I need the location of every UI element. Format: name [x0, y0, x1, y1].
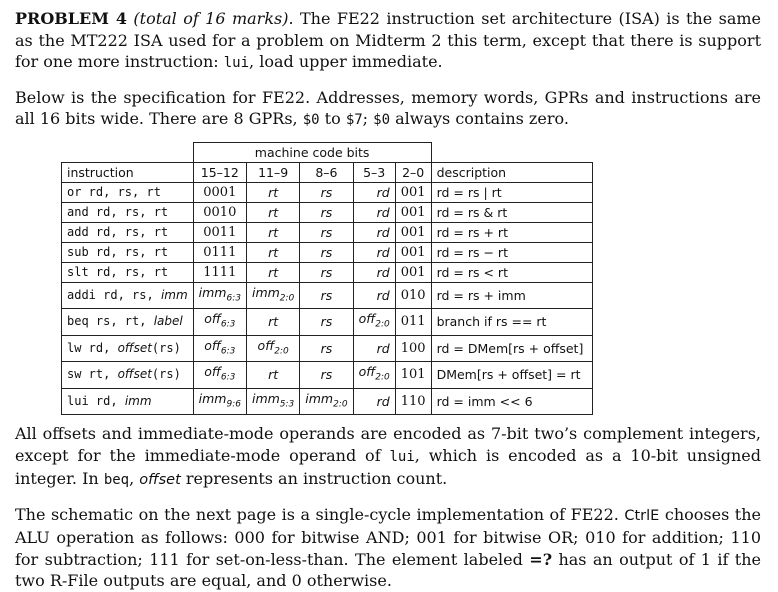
instruction-cell: slt rd, rs, rt: [62, 262, 194, 282]
bits-8-6-cell: [300, 388, 353, 415]
operand-placeholder: imm: [160, 287, 188, 302]
table-row: [62, 362, 593, 389]
bits-8-6-cell: rs: [300, 202, 353, 222]
table-header-row: [62, 162, 593, 182]
bits-5-3-cell: rd: [353, 182, 395, 202]
description-cell: rd = rs | rt: [431, 182, 592, 202]
description-cell: rd = imm << 6: [431, 388, 592, 415]
description-cell: rd = rs + imm: [431, 282, 592, 309]
group-header: machine code bits: [193, 142, 431, 162]
bit-range-subscript: 2:0: [375, 372, 390, 383]
instruction-cell: [62, 335, 194, 362]
operand-field: off: [358, 311, 376, 326]
bits-8-6-cell: rs: [300, 335, 353, 362]
spec-text-2: to: [319, 109, 346, 128]
table-row: [62, 202, 593, 222]
description-cell: rd = rs & rt: [431, 202, 592, 222]
bits-8-6-cell: rs: [300, 182, 353, 202]
spec-reg-zero: $0: [373, 112, 391, 128]
operand-text: rd,: [88, 393, 125, 408]
schematic-text-1: The schematic on the next page is a single-cycle implementation of FE22.: [15, 504, 625, 524]
bits-11-9-cell: [246, 282, 299, 309]
operand-text: rt,: [81, 367, 118, 382]
problem-heading: PROBLEM 4: [15, 9, 127, 28]
bits-15-12-cell: 0010: [193, 202, 246, 222]
table-corner-right: [431, 142, 592, 162]
bits-8-6-cell: rs: [300, 282, 353, 309]
bits-15-12-cell: [193, 335, 246, 362]
instruction-mnemonic: sw: [67, 367, 82, 382]
table-row: [62, 262, 593, 282]
bits-11-9-cell: [246, 388, 299, 415]
operand-field: imm: [305, 390, 334, 406]
schematic-text-5: has an output of 1 if the two R-File outputs are equal, and 0 otherwise.: [15, 549, 761, 590]
problem-marks: (total of 16 marks).: [133, 9, 294, 28]
bits-15-12-cell: [193, 309, 246, 336]
bits-2-0-cell: 100: [395, 335, 431, 362]
schematic-eq-label: =?: [529, 549, 553, 569]
bits-5-3-cell: rd: [353, 262, 395, 282]
bits-8-6-cell: rs: [300, 242, 353, 262]
col-header: 5–3: [353, 162, 395, 182]
table-group-header-row: [62, 142, 593, 162]
bits-11-9-cell: rt: [246, 182, 299, 202]
bits-2-0-cell: 001: [395, 202, 431, 222]
bits-11-9-cell: rt: [246, 362, 299, 389]
offsets-code-lui: lui: [389, 448, 415, 465]
description-cell: DMem[rs + offset] = rt: [431, 362, 592, 389]
table-row: [62, 182, 593, 202]
bits-11-9-cell: rt: [246, 242, 299, 262]
table-row: [62, 388, 593, 415]
schematic-text-3: ; 001 for bitwise: [404, 528, 548, 547]
bits-15-12-cell: 0001: [193, 182, 246, 202]
bits-5-3-cell: rd: [353, 388, 395, 415]
operand-placeholder: imm: [124, 393, 152, 408]
offsets-paragraph: [15, 423, 761, 492]
operand-field: off: [358, 364, 376, 379]
bit-range-subscript: 9:6: [226, 399, 241, 409]
bits-2-0-cell: 001: [395, 262, 431, 282]
table-row: [62, 335, 593, 362]
bits-8-6-cell: rs: [300, 362, 353, 389]
instruction-cell: sub rd, rs, rt: [62, 242, 194, 262]
operand-field: off: [257, 337, 275, 353]
instruction-cell: add rd, rs, rt: [62, 222, 194, 242]
description-cell: rd = rs − rt: [431, 242, 592, 262]
instruction-cell: [62, 309, 194, 336]
operand-field: imm: [198, 390, 227, 406]
operand-field: imm: [251, 390, 280, 406]
spec-reg-first: $0: [302, 112, 320, 128]
bits-5-3-cell: rd: [353, 242, 395, 262]
operand-placeholder: offset: [117, 367, 152, 382]
bits-11-9-cell: rt: [246, 262, 299, 282]
instruction-cell: [62, 362, 194, 389]
intro-code-lui: lui: [223, 55, 250, 71]
bit-range-subscript: 2:0: [375, 319, 390, 330]
bits-2-0-cell: 101: [395, 362, 431, 389]
offsets-text-2: , which is encoded as a 10-bit unsigned integer. In: [15, 445, 761, 488]
bits-8-6-cell: rs: [300, 309, 353, 336]
bits-15-12-cell: 0111: [193, 242, 246, 262]
bits-2-0-cell: 011: [395, 309, 431, 336]
col-header: 8–6: [300, 162, 353, 182]
spec-table: [61, 142, 593, 416]
spec-text-3: ;: [362, 109, 374, 128]
operand-field: imm: [251, 284, 280, 300]
spec-paragraph: [15, 87, 761, 132]
description-cell: rd = rs + rt: [431, 222, 592, 242]
intro-text-1: The FE22 instruction set architecture (ISA) is the same as the MT222 ISA used for a problem on Midterm 2 this term, except that there is support for one more instruction:: [15, 9, 761, 71]
schematic-text-4: ; 010 for addition; 110 for subtraction; 111 for set-on-less-than. The element labeled: [15, 528, 761, 569]
bit-range-subscript: 6:3: [220, 372, 236, 383]
bits-15-12-cell: 1111: [193, 262, 246, 282]
offsets-code-beq: beq: [103, 472, 130, 488]
table-corner: [62, 142, 194, 162]
bits-5-3-cell: rd: [353, 222, 395, 242]
instruction-cell: and rd, rs, rt: [62, 202, 194, 222]
bit-range-subscript: 2:0: [333, 399, 348, 409]
bits-2-0-cell: 010: [395, 282, 431, 309]
operand-field: off: [204, 364, 221, 379]
schematic-text-2: chooses the ALU operation as follows: 000 for bitwise: [15, 504, 762, 547]
problem-intro: [15, 8, 761, 75]
bits-15-12-cell: [193, 362, 246, 389]
instruction-cell: or rd, rs, rt: [62, 182, 194, 202]
offsets-text-4: represents an instruction count.: [180, 469, 448, 488]
operand-placeholder: label: [153, 314, 183, 329]
bit-range-subscript: 5:3: [279, 399, 295, 409]
schematic-ctrl: CtrlE: [624, 507, 660, 524]
operand-field: off: [204, 337, 221, 353]
bits-11-9-cell: rt: [246, 202, 299, 222]
bits-11-9-cell: rt: [246, 222, 299, 242]
operand-text: rs, rt,: [88, 314, 154, 329]
bit-range-subscript: 2:0: [274, 346, 289, 356]
spec-text-4: always contains zero.: [390, 109, 569, 128]
intro-text-2: , load upper immediate.: [249, 52, 443, 71]
exam-page: [15, 8, 761, 592]
schematic-paragraph: [15, 504, 761, 592]
bits-5-3-cell: [353, 309, 395, 336]
instruction-cell: [62, 282, 194, 309]
col-header: description: [431, 162, 592, 182]
instruction-mnemonic: addi: [67, 287, 96, 302]
table-row: [62, 282, 593, 309]
bits-15-12-cell: [193, 282, 246, 309]
operand-text: rd, rs,: [95, 287, 161, 302]
instruction-mnemonic: beq: [67, 314, 89, 329]
operand-text: (rs): [151, 367, 181, 382]
bits-5-3-cell: [353, 362, 395, 389]
spec-reg-last: $7: [345, 112, 363, 128]
table-row: [62, 242, 593, 262]
bit-range-subscript: 6:3: [220, 346, 236, 356]
col-header: 2–0: [395, 162, 431, 182]
description-cell: rd = rs < rt: [431, 262, 592, 282]
operand-placeholder: offset: [117, 340, 152, 355]
col-header: 11–9: [246, 162, 299, 182]
offsets-text-1: All offsets and immediate-mode operands are encoded as 7-bit two’s complement integers, except for the immediate-mode operand of: [15, 424, 761, 465]
bit-range-subscript: 6:3: [220, 319, 236, 330]
bits-2-0-cell: 001: [395, 242, 431, 262]
description-cell: branch if rs == rt: [431, 309, 592, 336]
operand-field: off: [204, 311, 221, 326]
spec-table-wrap: [61, 142, 761, 416]
bits-5-3-cell: rd: [353, 335, 395, 362]
operand-field: imm: [198, 284, 227, 300]
bits-8-6-cell: rs: [300, 222, 353, 242]
bits-5-3-cell: rd: [353, 202, 395, 222]
bits-8-6-cell: rs: [300, 262, 353, 282]
bits-5-3-cell: rd: [353, 282, 395, 309]
bits-2-0-cell: 001: [395, 182, 431, 202]
table-row: [62, 222, 593, 242]
operand-text: rd,: [81, 340, 118, 355]
instruction-cell: [62, 388, 194, 415]
bits-15-12-cell: 0011: [193, 222, 246, 242]
operand-text: (rs): [151, 340, 181, 355]
offsets-offset-word: offset: [139, 472, 181, 488]
bits-11-9-cell: rt: [246, 309, 299, 336]
bit-range-subscript: 6:3: [226, 293, 241, 303]
description-cell: rd = DMem[rs + offset]: [431, 335, 592, 362]
instruction-mnemonic: lui: [67, 393, 89, 408]
bits-2-0-cell: 001: [395, 222, 431, 242]
bits-2-0-cell: 110: [395, 388, 431, 415]
col-header: instruction: [62, 162, 194, 182]
bit-range-subscript: 2:0: [279, 293, 295, 303]
schematic-and-word: AND: [366, 528, 405, 547]
bits-11-9-cell: [246, 335, 299, 362]
instruction-mnemonic: lw: [67, 340, 82, 355]
spec-text-1: Below is the specification for FE22. Addresses, memory words, GPRs and instructions are all 16 bits wide. There are 8 GPRs,: [15, 87, 761, 128]
bits-15-12-cell: [193, 388, 246, 415]
col-header: 15–12: [193, 162, 246, 182]
schematic-or-word: OR: [548, 528, 574, 547]
table-row: [62, 309, 593, 336]
offsets-text-3: ,: [129, 469, 140, 488]
